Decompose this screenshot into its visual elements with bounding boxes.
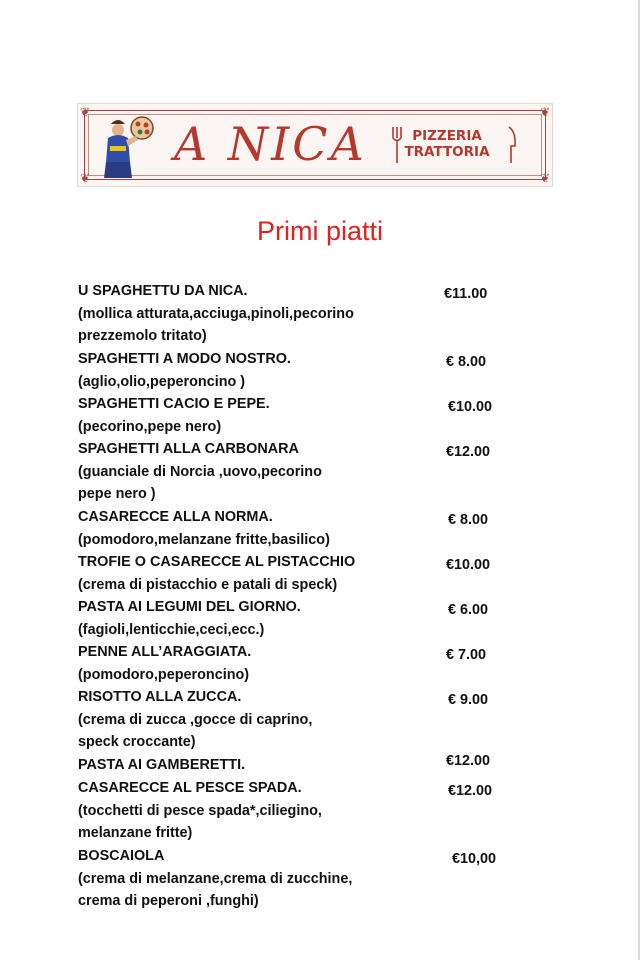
item-description: crema di peperoni ,funghi)	[78, 893, 259, 910]
item-price: € 9.00	[448, 692, 489, 708]
item-price: €10.00	[446, 557, 491, 573]
pizzeria-label: PIZZERIA	[412, 128, 482, 144]
ornament-icon: ❦	[80, 105, 91, 119]
item-description: (tocchetti di pesce spada*,ciliegino,	[78, 802, 322, 819]
brand-name: A NICA	[174, 117, 367, 171]
item-name: PASTA AI LEGUMI DEL GIORNO.	[78, 599, 301, 615]
item-price: € 8.00	[448, 512, 489, 528]
item-name: BOSCAIOLA	[78, 848, 165, 864]
item-name: SPAGHETTI ALLA CARBONARA	[78, 441, 299, 457]
item-description: prezzemolo tritato)	[78, 328, 207, 345]
section-title: Primi piatti	[256, 216, 384, 246]
item-name: TROFIE O CASARECCE AL PISTACCHIO	[78, 554, 356, 570]
item-description: (pomodoro,peperoncino)	[78, 666, 250, 683]
item-description: speck croccante)	[78, 734, 196, 751]
item-price: €10,00	[452, 851, 497, 867]
item-description: (pomodoro,melanzane fritte,basilico)	[78, 531, 330, 548]
item-description: (crema di melanzane,crema di zucchine,	[78, 870, 353, 887]
header-banner	[78, 104, 552, 186]
item-description: pepe nero )	[78, 486, 156, 503]
item-name: CASARECCE ALLA NORMA.	[78, 509, 273, 525]
item-description: melanzane fritte)	[78, 825, 193, 842]
item-description: (guanciale di Norcia ,uovo,pecorino	[78, 463, 322, 480]
ornament-icon: ❦	[80, 171, 91, 185]
item-description: (mollica atturata,acciuga,pinoli,pecorino	[78, 305, 354, 322]
trattoria-label: TRATTORIA	[404, 144, 490, 160]
item-name: U SPAGHETTU DA NICA.	[78, 283, 248, 299]
menu-list	[78, 280, 528, 913]
item-description: (fagioli,lenticchie,ceci,ecc.)	[78, 621, 265, 638]
item-price: €10.00	[448, 399, 493, 415]
item-price: €11.00	[444, 286, 488, 302]
restaurant-type	[398, 128, 496, 160]
ornament-icon: ❦	[539, 171, 550, 185]
item-description: (crema di pistacchio e patali di speck)	[78, 576, 338, 593]
item-description: (aglio,olio,peperoncino )	[78, 373, 246, 390]
ornament-icon: ❦	[539, 105, 550, 119]
knife-icon	[504, 126, 518, 164]
chef-figure-with-pizza-icon	[96, 112, 162, 182]
item-price: €12.00	[448, 783, 493, 799]
item-price: € 8.00	[446, 354, 487, 370]
item-price: €12.00	[446, 444, 491, 460]
item-description: (pecorino,pepe nero)	[78, 418, 222, 435]
item-price: €12.00	[446, 753, 491, 769]
item-name: PENNE ALL’ARAGGIATA.	[78, 644, 252, 660]
item-price: € 6.00	[448, 602, 489, 618]
item-name: SPAGHETTI A MODO NOSTRO.	[78, 351, 291, 367]
item-name: SPAGHETTI CACIO E PEPE.	[78, 396, 270, 412]
item-price: € 7.00	[446, 647, 487, 663]
item-description: (crema di zucca ,gocce di caprino,	[78, 711, 313, 728]
item-name: PASTA AI GAMBERETTI.	[78, 757, 246, 773]
item-name: CASARECCE AL PESCE SPADA.	[78, 780, 302, 796]
item-name: RISOTTO ALLA ZUCCA.	[78, 689, 242, 705]
